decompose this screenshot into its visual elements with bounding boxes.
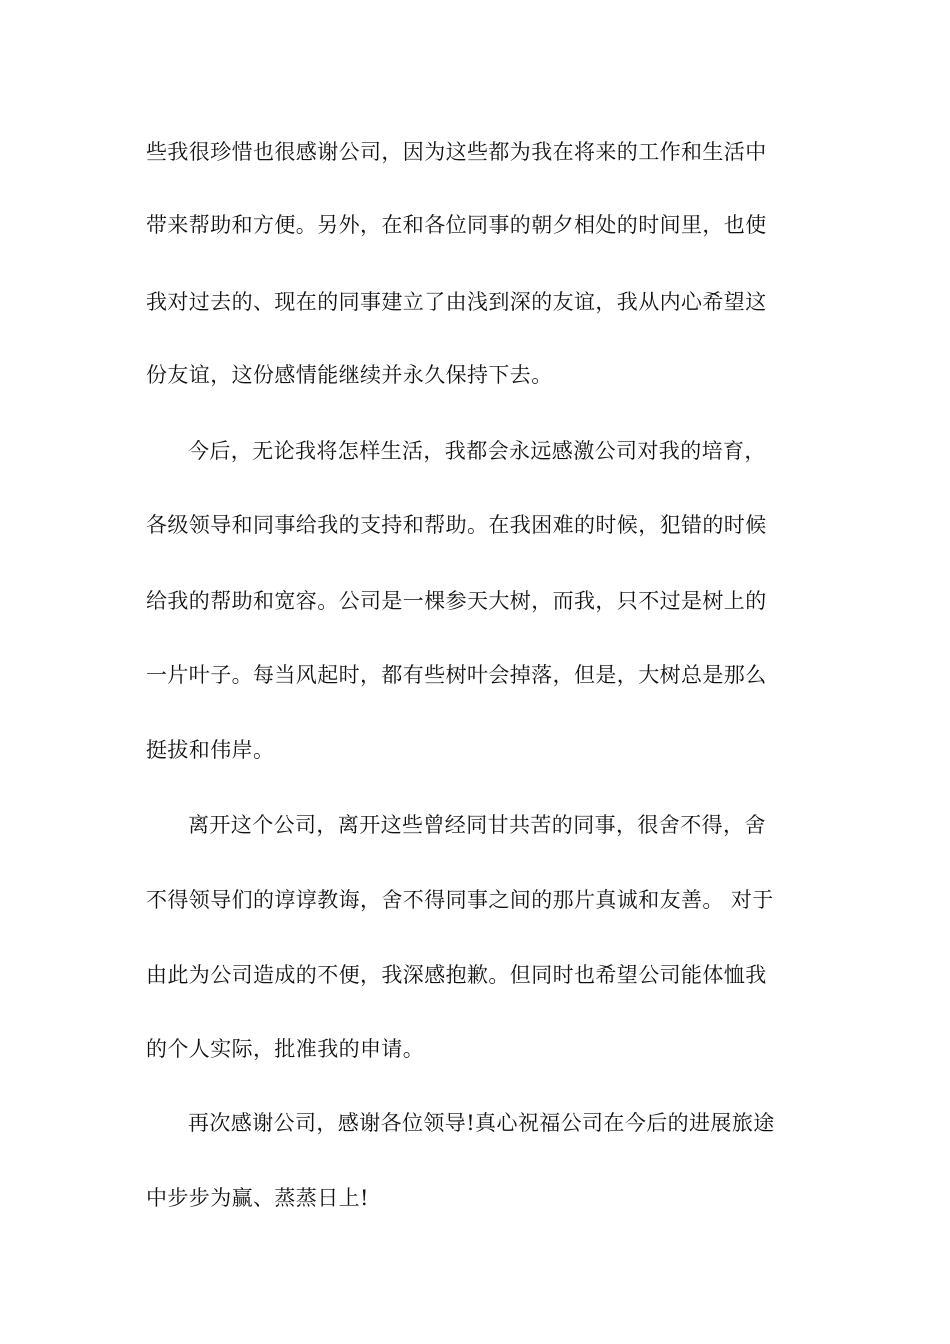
text-line: 带来帮助和方便。另外，在和各位同事的朝夕相处的时间里，也使: [146, 213, 767, 237]
text-line: 一片叶子。每当风起时，都有些树叶会掉落，但是，大树总是那么: [146, 663, 767, 687]
text-line: 由此为公司造成的不便，我深感抱歉。但同时也希望公司能体恤我: [146, 963, 767, 987]
text-line: 我对过去的、现在的同事建立了由浅到深的友谊，我从内心希望这: [146, 290, 767, 314]
paragraph-start-line: 再次感谢公司，感谢各位领导!真心祝福公司在今后的进展旅途: [188, 1111, 775, 1135]
paragraph-start-line: 离开这个公司，离开这些曾经同甘共苦的同事，很舍不得，舍: [188, 813, 766, 837]
text-line: 给我的帮助和宽容。公司是一棵参天大树，而我，只不过是树上的: [146, 589, 767, 613]
text-line: 挺拔和伟岸。: [146, 738, 275, 762]
text-line: 各级领导和同事给我的支持和帮助。在我困难的时候，犯错的时候: [146, 513, 767, 537]
text-line: 的个人实际，批准我的申请。: [146, 1037, 425, 1061]
text-line: 不得领导们的谆谆教诲，舍不得同事之间的那片真诚和友善。 对于: [146, 888, 774, 912]
text-line: 中步步为赢、蒸蒸日上!: [146, 1186, 369, 1210]
text-line: 些我很珍惜也很感谢公司，因为这些都为我在将来的工作和生活中: [146, 140, 767, 164]
text-line: 份友谊，这份感情能继续并永久保持下去。: [146, 363, 553, 387]
paragraph-start-line: 今后，无论我将怎样生活，我都会永远感激公司对我的培育，: [188, 439, 766, 463]
